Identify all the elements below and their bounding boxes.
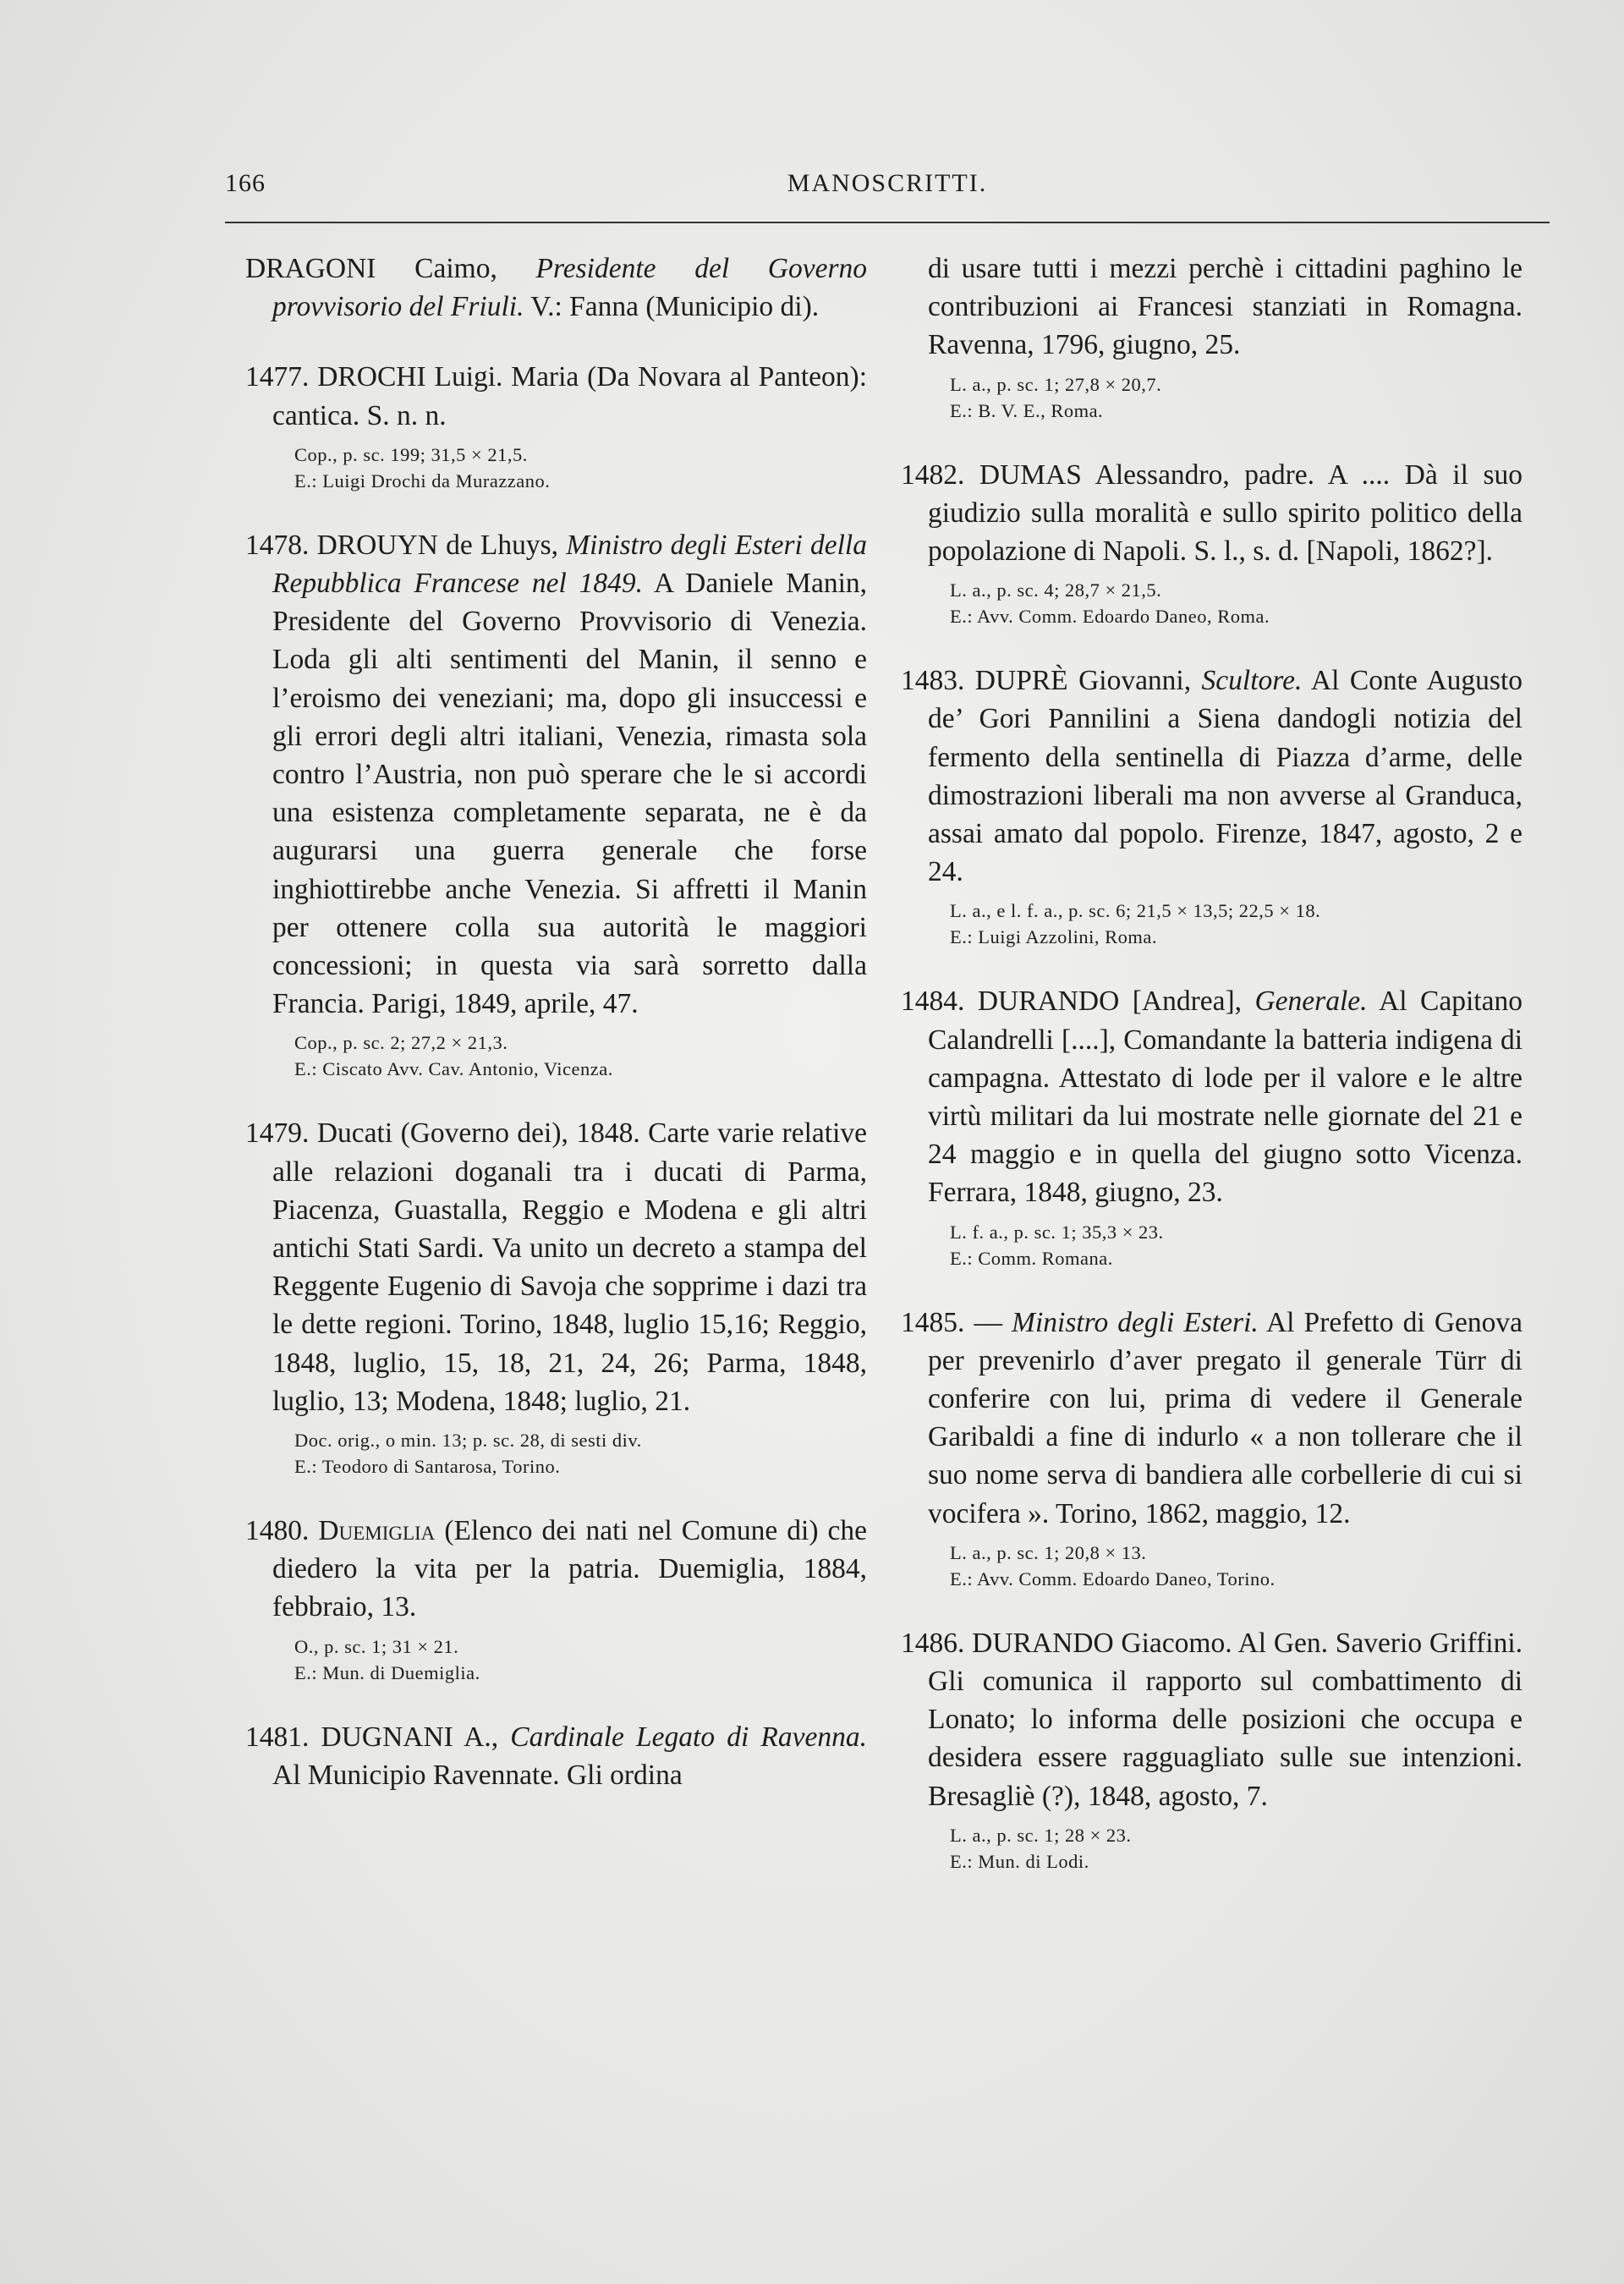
entry-author: DUGNANI A.,	[309, 1721, 499, 1753]
entry-meta	[950, 577, 1522, 629]
entry-author: DROCHI Luigi.	[309, 361, 503, 393]
entry-physical-description: L. a., p. sc. 4; 28,7 × 21,5.	[950, 579, 1162, 601]
entry-number: 1479.	[245, 1117, 310, 1150]
entry-author: DROUYN de Lhuys,	[309, 529, 559, 561]
entry-text	[901, 456, 1522, 571]
entry-owner: E.: Avv. Comm. Edoardo Daneo, Roma.	[950, 606, 1270, 628]
entry-role: Ministro degli Esteri della Repubblica Francese nel 1849.	[272, 529, 867, 600]
entry-author: DUPRÈ Giovanni,	[964, 665, 1192, 697]
entry-body: Al Capitano Calandrelli [....], Comandante la batteria indigena di campagna. Attestato di lode per il valore e le altre virtù militari da lui mostrate nelle giornate del 21 e 24 maggio e in quella del giugno sotto Vicenza. Ferrara, 1848, giugno, 23.	[928, 986, 1522, 1209]
entry-owner: E.: Luigi Azzolini, Roma.	[950, 926, 1157, 948]
entry-body: A Daniele Manin, Presidente del Governo Provvisorio di Venezia. Loda gli alti sentimenti del Manin, il senno e l’eroismo dei veneziani; ma, dopo gli insuccessi e gli errori degli altri italiani, Venezia, rimasta sola contro l’Austria, non può sperare che le si accordi una esistenza completamente separata, ne è da augurarsi una guerra generale che forse inghiottirebbe anche Venezia. Si affretti il Manin per ottenere colla sua autorità le maggiori concessioni; in questa via sarà sorretto dalla Francia. Parigi, 1849, aprile, 47.	[272, 568, 868, 1020]
entry-owner: E.: Mun. di Lodi.	[950, 1850, 1089, 1872]
entry-1480	[245, 1512, 867, 1686]
running-title: MANOSCRITTI.	[787, 169, 988, 197]
entry-role: Scultore.	[1191, 665, 1303, 697]
entry-role: Generale.	[1242, 986, 1368, 1018]
entry-owner: E.: Teodoro di Santarosa, Torino.	[294, 1456, 561, 1478]
entry-number: 1482.	[901, 458, 965, 491]
entry-text	[245, 358, 867, 434]
entry-author: Duemiglia	[309, 1515, 436, 1547]
entry-physical-description: L. f. a., p. sc. 1; 35,3 × 23.	[950, 1221, 1164, 1243]
entry-1479	[245, 1114, 867, 1480]
entry-1485	[901, 1304, 1522, 1592]
entry-owner: E.: Ciscato Avv. Cav. Antonio, Vicenza.	[294, 1058, 613, 1080]
entry-number: 1480.	[245, 1515, 310, 1547]
entry-1478	[245, 526, 867, 1083]
entry-meta	[294, 1029, 867, 1082]
entry-author: —	[964, 1306, 1002, 1338]
entry-number: 1483.	[901, 665, 965, 697]
entry-physical-description: Doc. orig., o min. 13; p. sc. 28, di sesti div.	[294, 1430, 642, 1452]
entry-meta	[294, 442, 867, 494]
entry-role: Cardinale Legato di Ravenna.	[498, 1721, 868, 1753]
left-column	[245, 250, 867, 1826]
entry-physical-description: L. a., p. sc. 1; 20,8 × 13.	[950, 1541, 1147, 1563]
entry-physical-description: L. a., p. sc. 1; 27,8 × 20,7.	[950, 373, 1162, 395]
entry-body: A .... Dà il suo giudizio sulla moralità e sullo spirito politico della popolazione di Napoli. S. l., s. d. [Napoli, 1862?].	[928, 458, 1522, 568]
entry-body: Al Gen. Saverio Griffini. Gli comunica il rapporto sul combattimento di Lonato; lo informa delle posizioni che occupa e desidera essere ragguagliato sulle sue intenzioni. Bresagliè (?), 1848, agosto, 7.	[928, 1627, 1522, 1812]
entry-text	[245, 1114, 867, 1420]
entry-body: di usare tutti i mezzi perchè i cittadini paghino le contribuzioni ai Francesi stanziati in Romagna. Ravenna, 1796, giugno, 25.	[928, 253, 1522, 361]
entry-text	[901, 982, 1522, 1211]
entry-text	[245, 1512, 867, 1627]
entry-1481	[245, 1718, 867, 1794]
entry-number: 1486.	[901, 1627, 965, 1659]
entry-body: Ducati (Governo dei), 1848. Carte varie relative alle relazioni doganali tra i ducati di Parma, Piacenza, Guastalla, Reggio e Modena e gli altri antichi Stati Sardi. Va unito un decreto a stampa del Reggente Eugenio di Savoja che sopprime i dazi tra le dette regioni. Torino, 1848, luglio 15,16; Reggio, 1848, luglio, 15, 18, 21, 24, 26; Parma, 1848, luglio, 13; Modena, 1848; luglio, 21.	[272, 1117, 867, 1417]
entry-text	[901, 1624, 1522, 1815]
entry-author: DUMAS Alessandro, padre.	[964, 458, 1315, 491]
entry-meta	[950, 371, 1522, 424]
entry-body: Al Conte Augusto de’ Gori Pannilini a Siena dandogli notizia del fermento della sentinella di Piazza d’arme, delle dimostrazioni liberali ma non avverse al Granduca, assai amato dal popolo. Firenze, 1847, agosto, 2 e 24.	[928, 665, 1523, 888]
entry-role: Presidente del Governo provvisorio del Friuli.	[272, 253, 868, 323]
entry-meta	[950, 1219, 1522, 1271]
entry-text	[901, 250, 1522, 365]
entry-number: 1478.	[245, 529, 310, 561]
entry-role: Ministro degli Esteri.	[1001, 1306, 1259, 1338]
entry-physical-description: Cop., p. sc. 199; 31,5 × 21,5.	[294, 443, 528, 465]
entry-text	[901, 1304, 1522, 1533]
entry-body: V.: Fanna (Municipio di).	[524, 291, 820, 323]
entry-body: Al Municipio Ravennate. Gli ordina	[272, 1759, 683, 1791]
entry-number: 1481.	[245, 1721, 310, 1753]
entry-owner: E.: Comm. Romana.	[950, 1247, 1113, 1269]
entry-text	[245, 526, 867, 1024]
header-rule	[225, 222, 1550, 223]
entry-author: DRAGONI Caimo,	[245, 253, 497, 284]
entry-body: (Elenco dei nati nel Comune di) che diedero la vita per la patria. Duemiglia, 1884, febbraio, 13.	[272, 1515, 867, 1623]
entry-text	[245, 250, 867, 326]
entry-1482	[901, 456, 1522, 630]
entry-meta	[294, 1633, 867, 1686]
entry-body: Al Prefetto di Genova per prevenirlo d’aver pregato il generale Türr di conferire con lui, prima di vedere il Generale Garibaldi a fine di indurlo « a non tollerare che il suo nome serva di bandiera alle corbellerie di cui si vocifera ». Torino, 1862, maggio, 12.	[928, 1306, 1523, 1529]
entry-1486	[901, 1624, 1522, 1875]
entry-meta	[950, 1822, 1522, 1875]
entry-1477	[245, 358, 867, 493]
entry-owner: E.: Avv. Comm. Edoardo Daneo, Torino.	[950, 1568, 1276, 1589]
entry-physical-description: L. a., p. sc. 1; 28 × 23.	[950, 1824, 1132, 1846]
entry-owner: E.: Luigi Drochi da Murazzano.	[294, 469, 551, 491]
entry-1483	[901, 662, 1522, 950]
entry-physical-description: Cop., p. sc. 2; 27,2 × 21,3.	[294, 1032, 508, 1054]
entry-number: 1477.	[245, 361, 310, 393]
entry-text	[901, 662, 1522, 891]
right-column	[901, 250, 1522, 1907]
entry-number: 1485.	[901, 1306, 965, 1338]
entry-physical-description: L. a., e l. f. a., p. sc. 6; 21,5 × 13,5; 22,5 × 18.	[950, 900, 1321, 922]
entry-owner: E.: Mun. di Duemiglia.	[294, 1661, 480, 1683]
entry-meta	[294, 1427, 867, 1480]
entry-meta	[950, 1540, 1522, 1592]
entry-1476	[245, 250, 867, 326]
entry-author: DURANDO Giacomo.	[964, 1627, 1232, 1659]
entry-author: DURANDO [Andrea],	[964, 986, 1243, 1018]
entry-meta	[950, 898, 1522, 950]
entry-text	[245, 1718, 867, 1794]
entry-1481-continued	[901, 250, 1522, 424]
entry-owner: E.: B. V. E., Roma.	[950, 399, 1104, 421]
entry-1484	[901, 982, 1522, 1271]
page-number: 166	[225, 169, 266, 197]
entry-physical-description: O., p. sc. 1; 31 × 21.	[294, 1635, 459, 1657]
running-head	[225, 169, 1550, 211]
entry-number: 1484.	[901, 986, 965, 1018]
entry-body: Maria (Da Novara al Panteon): cantica. S. n. n.	[272, 361, 868, 431]
